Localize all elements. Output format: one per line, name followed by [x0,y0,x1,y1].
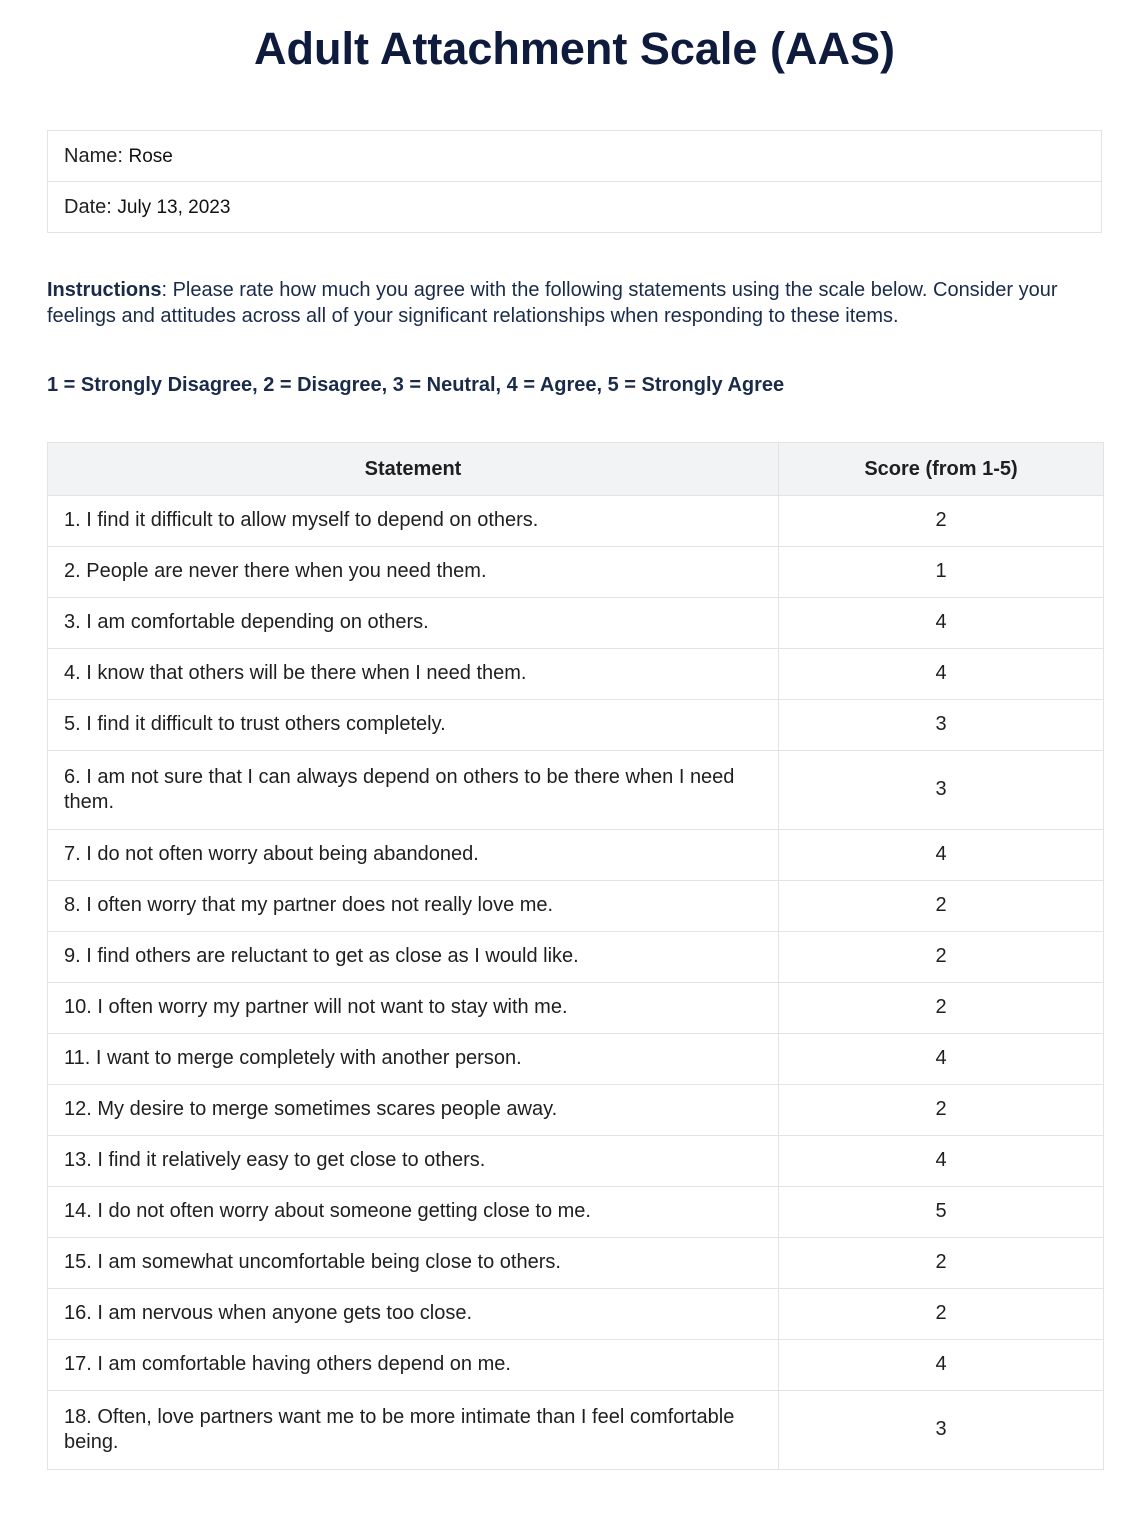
instructions-label: Instructions [47,279,162,301]
table-row [48,1391,1104,1470]
score-cell: 2 [779,1289,1104,1340]
score-cell: 5 [779,1187,1104,1238]
table-row [48,1085,1104,1136]
statements-table [47,442,1104,1470]
statement-cell: 14. I do not often worry about someone getting close to me. [48,1187,779,1238]
score-cell: 4 [779,830,1104,881]
statement-cell: 9. I find others are reluctant to get as close as I would like. [48,932,779,983]
statement-cell: 12. My desire to merge sometimes scares people away. [48,1085,779,1136]
instructions-paragraph [47,278,1087,329]
statement-cell: 4. I know that others will be there when I need them. [48,649,779,700]
table-row [48,547,1104,598]
statement-cell: 3. I am comfortable depending on others. [48,598,779,649]
table-row [48,1187,1104,1238]
rating-scale-legend: 1 = Strongly Disagree, 2 = Disagree, 3 = Neutral, 4 = Agree, 5 = Strongly Agree [47,374,785,396]
date-row [48,182,1102,233]
score-cell: 4 [779,598,1104,649]
date-label: Date: [64,195,112,218]
table-row [48,649,1104,700]
table-row [48,1289,1104,1340]
table-header-row [48,443,1104,496]
statement-cell: 10. I often worry my partner will not want to stay with me. [48,983,779,1034]
statement-cell: 16. I am nervous when anyone gets too close. [48,1289,779,1340]
table-row [48,881,1104,932]
table-row [48,751,1104,830]
score-cell: 2 [779,1085,1104,1136]
assessment-page [47,0,1102,1453]
table-row [48,496,1104,547]
table-row [48,598,1104,649]
name-label: Name: [64,144,123,167]
score-cell: 3 [779,700,1104,751]
statement-cell: 11. I want to merge completely with another person. [48,1034,779,1085]
date-value: July 13, 2023 [117,196,231,218]
statement-cell: 15. I am somewhat uncomfortable being close to others. [48,1238,779,1289]
name-cell [48,131,1102,182]
name-value: Rose [128,145,173,167]
statement-cell: 18. Often, love partners want me to be more intimate than I feel comfortable being. [48,1391,779,1470]
page-title: Adult Attachment Scale (AAS) [254,23,895,74]
statement-cell: 17. I am comfortable having others depend on me. [48,1340,779,1391]
table-row [48,932,1104,983]
score-cell: 4 [779,1034,1104,1085]
score-cell: 2 [779,983,1104,1034]
score-cell: 1 [779,547,1104,598]
table-row [48,700,1104,751]
statement-cell: 13. I find it relatively easy to get close to others. [48,1136,779,1187]
score-cell: 2 [779,496,1104,547]
table-row [48,1034,1104,1085]
table-row [48,830,1104,881]
table-row [48,1238,1104,1289]
table-row [48,1136,1104,1187]
statement-cell: 2. People are never there when you need them. [48,547,779,598]
date-cell [48,182,1102,233]
score-cell: 2 [779,881,1104,932]
statement-cell: 6. I am not sure that I can always depend on others to be there when I need them. [48,751,779,830]
score-cell: 3 [779,1391,1104,1470]
statement-cell: 1. I find it difficult to allow myself to depend on others. [48,496,779,547]
table-row [48,983,1104,1034]
statement-cell: 5. I find it difficult to trust others completely. [48,700,779,751]
score-cell: 4 [779,1136,1104,1187]
score-cell: 2 [779,1238,1104,1289]
score-cell: 3 [779,751,1104,830]
column-header-score: Score (from 1-5) [779,443,1104,496]
statement-cell: 7. I do not often worry about being abandoned. [48,830,779,881]
score-cell: 4 [779,1340,1104,1391]
statement-cell: 8. I often worry that my partner does not really love me. [48,881,779,932]
name-row [48,131,1102,182]
table-row [48,1340,1104,1391]
score-cell: 4 [779,649,1104,700]
instructions-text: : Please rate how much you agree with the following statements using the scale below. Consider your feelings and attitudes across all of your significant relationships when responding to these items. [47,279,1058,327]
client-info-table [47,130,1102,233]
column-header-statement: Statement [48,443,779,496]
score-cell: 2 [779,932,1104,983]
